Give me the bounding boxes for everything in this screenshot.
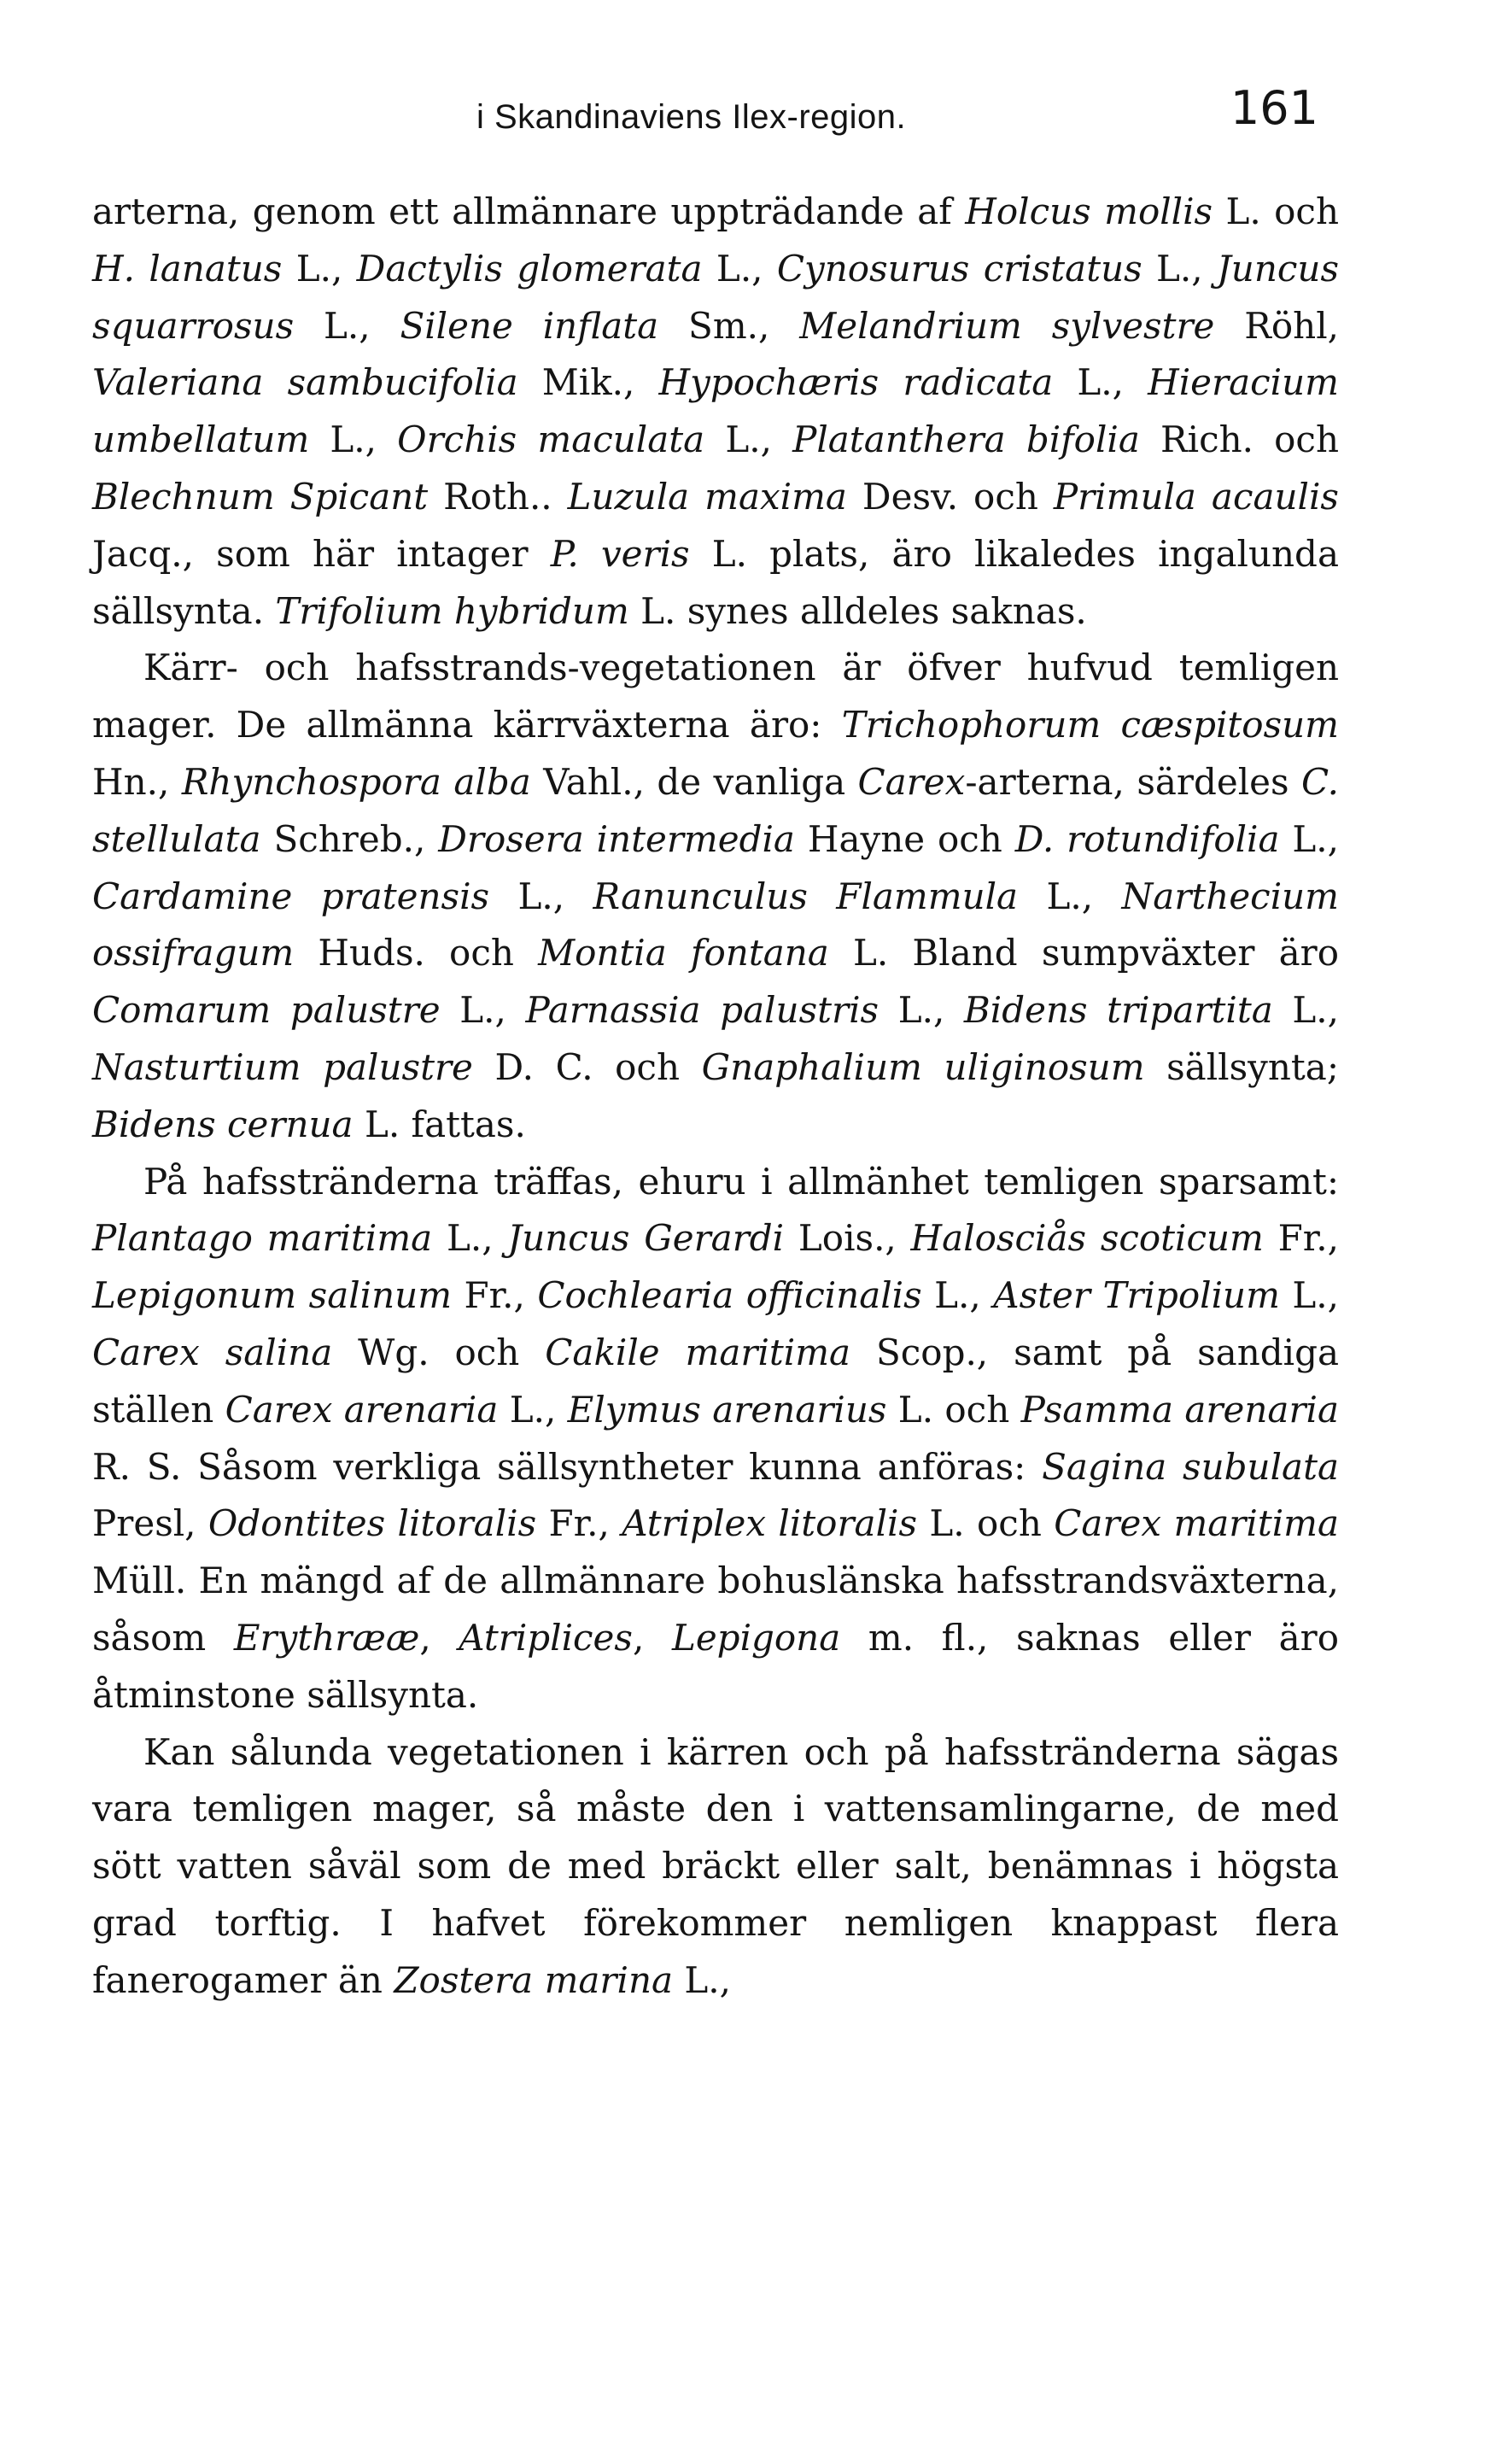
species-name: C. stellulata [92,760,1340,860]
text-run: L., [489,875,593,917]
page-header [92,81,1339,184]
running-title: i Skandinaviens Ilex-region. [476,98,907,136]
species-name: Melandrium sylvestre [799,304,1215,347]
species-name: Erythrææ [233,1616,420,1659]
paragraph [92,1154,1339,1724]
text-run: Scop., samt på sandiga ställen [92,1331,1339,1431]
species-name: Lepigonum salinum [92,1274,453,1317]
page-number: 161 [1230,81,1318,135]
species-name: Hieracium umbellatum [92,361,1339,461]
text-run: L. och [886,1388,1021,1431]
text-run: , [419,1616,459,1659]
body-text [92,184,1339,2010]
text-run: Presl, [92,1502,208,1545]
text-run: Hayne och [794,817,1015,860]
species-name: Cochlearia officinalis [537,1274,922,1317]
species-name: Cakile maritima [545,1331,851,1373]
text-run: Schreb., [260,817,439,860]
species-name: Ranunculus Flammula [593,875,1019,917]
text-run: Fr., [536,1502,622,1545]
species-name: Cynosurus cristatus [776,247,1142,290]
species-name: Orchis maculata [397,418,705,461]
text-run: På hafsstränderna träffas, ehuru i allmänhet temligen sparsamt: [143,1160,1339,1203]
text-run: Lois., [784,1217,911,1260]
text-run: L. Bland sumpväxter äro [828,932,1339,974]
species-name: Bidens cernua [92,1103,354,1145]
text-run: arterna, genom ett allmännare uppträdande af [92,190,966,232]
text-run: Fr., [452,1274,538,1317]
species-name: Primula acaulis [1053,475,1339,518]
text-run: L. plats, äro likaledes ingalunda sällsynta. [92,532,1339,632]
species-name: Narthecium ossifragum [92,875,1340,974]
text-run: Wg. och [332,1331,546,1373]
text-run: m. fl., saknas eller äro åtminstone sällsynta. [92,1616,1339,1716]
book-page [92,81,1339,2010]
text-run: D. C. och [472,1045,702,1088]
species-name: Comarum palustre [92,989,441,1032]
text-run: L., [1272,989,1339,1032]
paragraph [92,1724,1339,2010]
species-name: Drosera intermedia [438,817,795,860]
text-run: Hn., [92,760,182,803]
species-name: Atriplex litoralis [622,1502,917,1545]
text-run: -arterna, särdeles [965,760,1302,803]
species-name: Carex salina [92,1331,333,1373]
text-run: L., [879,989,964,1032]
text-run: L., [1279,817,1339,860]
species-name: Atriplices [459,1616,633,1659]
species-name: P. veris [550,532,690,575]
text-run: Kärr- och hafsstrands-vegetationen är öfver hufvud temligen mager. De allmänna kärrväxterna äro: [92,647,1339,746]
text-run: L., [1142,247,1217,290]
paragraph [92,640,1339,1153]
species-name: Sagina subulata [1042,1445,1339,1488]
text-run: L., [440,989,526,1032]
text-run: Mik., [517,361,659,404]
text-run: , [632,1616,672,1659]
text-run: Röhl, [1214,304,1340,347]
text-run: Fr., [1263,1217,1339,1260]
text-run: Roth.. [428,475,568,518]
species-name: Gnaphalium uliginosum [701,1045,1145,1088]
text-run: L., [282,247,357,290]
species-name: Bidens tripartita [963,989,1273,1032]
text-run: Vahl., de vanliga [530,760,858,803]
species-name: Zostera marina [394,1958,674,2001]
text-run: Kan sålunda vegetationen i kärren och på hafsstränderna sägas vara temligen mager, så måste den i vattensamlingarne, de med sött vatten såväl som de med bräckt eller salt, benämnas i högsta grad torftig. I hafvet förekommer nemligen knappast flera fanerogamer än [92,1730,1339,2001]
species-name: Odontites litoralis [207,1502,537,1545]
text-run: L., [673,1958,731,2001]
text-run: Rich. och [1139,418,1339,461]
text-run: L. och [917,1502,1055,1545]
text-run: L., [704,418,793,461]
species-name: Luzula maxima [567,475,847,518]
species-name: Plantago maritima [92,1217,433,1260]
species-name: Psamma arenaria [1020,1388,1340,1431]
text-run: L., [702,247,777,290]
text-run: Huds. och [294,932,539,974]
text-run: Müll. En mängd af de allmännare bohuslänska hafsstrandsväxterna, såsom [92,1560,1339,1659]
species-name: Nasturtium palustre [92,1045,473,1088]
species-name: Dactylis glomerata [356,247,703,290]
species-name: D. rotundifolia [1014,817,1280,860]
text-run: L., [309,418,398,461]
species-name: Hypochæris radicata [658,361,1054,404]
species-name: Valeriana sambucifolia [92,361,518,404]
species-name: Parnassia palustris [525,989,879,1032]
species-name: Carex [857,760,966,803]
species-name: Aster Tripolium [993,1274,1280,1317]
species-name: Platanthera bifolia [792,418,1140,461]
species-name: Lepigona [671,1616,841,1659]
species-name: Cardamine pratensis [92,875,490,917]
species-name: Juncus Gerardi [507,1217,785,1260]
text-run: L. synes alldeles saknas. [628,589,1087,632]
species-name: Juncus squarrosus [92,247,1340,347]
text-run: L. och [1213,190,1339,232]
text-run: Jacq., som här intager [92,532,551,575]
species-name: Rhynchospora alba [181,760,531,803]
species-name: Trifolium hybridum [275,589,629,632]
species-name: Montia fontana [538,932,829,974]
species-name: Halosciås scoticum [910,1217,1264,1260]
text-run: L., [921,1274,994,1317]
species-name: Silene inflata [400,304,659,347]
text-run: L., [1018,875,1122,917]
species-name: Trichophorum cæspitosum [841,704,1340,746]
text-run: R. S. Såsom verkliga sällsyntheter kunna anföras: [92,1445,1043,1488]
text-run: L., [294,304,400,347]
text-run: L., [1279,1274,1339,1317]
species-name: Elymus arenarius [567,1388,887,1431]
species-name: Carex maritima [1054,1502,1339,1545]
text-run: Desv. och [846,475,1054,518]
text-run: sällsynta; [1144,1045,1339,1088]
text-run: L., [432,1217,508,1260]
text-run: L., [498,1388,568,1431]
species-name: H. lanatus [92,247,283,290]
paragraph [92,184,1339,640]
text-run: L. fattas. [353,1103,526,1145]
species-name: Holcus mollis [965,190,1213,232]
text-run: Sm., [658,304,800,347]
species-name: Blechnum Spicant [92,475,429,518]
species-name: Carex arenaria [225,1388,499,1431]
text-run: L., [1053,361,1148,404]
